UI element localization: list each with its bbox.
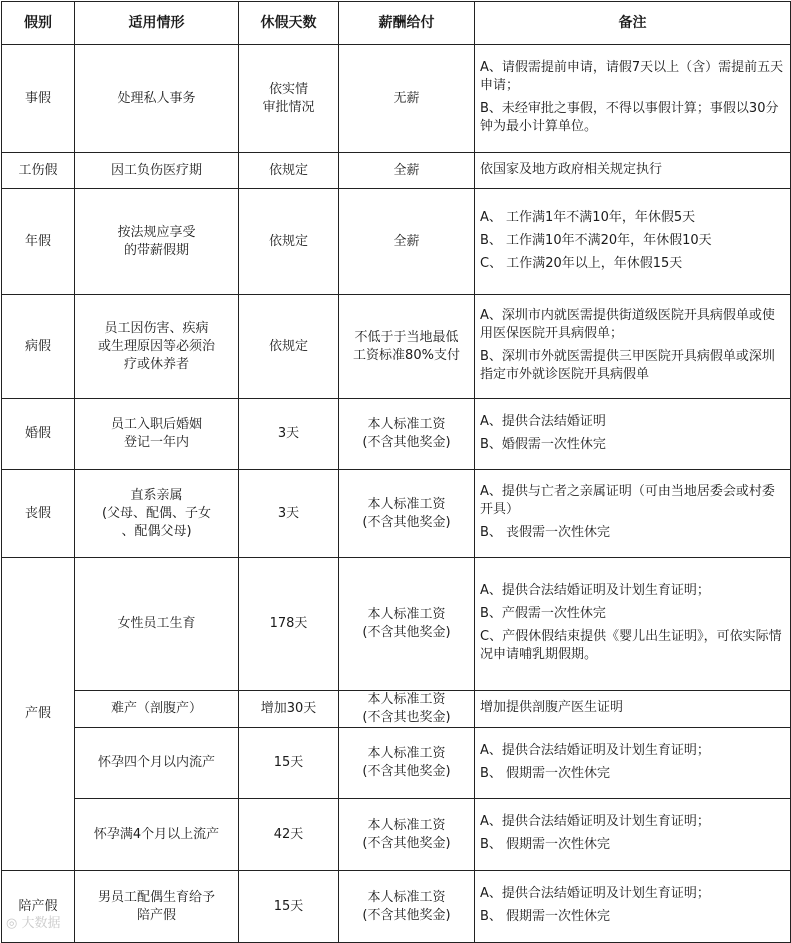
notes-cell: [475, 691, 791, 728]
leave-type-cell: 丧假: [2, 470, 75, 558]
pay-cell: 本人标准工资 (不含其他奖金): [339, 470, 475, 558]
applicable-case-cell: 男员工配偶生育给予 陪产假: [75, 871, 239, 943]
pay-cell: 全薪: [339, 189, 475, 295]
applicable-case-cell: 员工因伤害、疾病 或生理原因等必须治 疗或休养者: [75, 295, 239, 399]
notes-cell: [475, 871, 791, 943]
note-line: B、产假需一次性休完: [480, 606, 606, 621]
applicable-case-cell: 怀孕满4个月以上流产: [75, 799, 239, 871]
note-line: A、提供与亡者之亲属证明（可由当地居委会或村委开具）: [480, 484, 775, 517]
note-line: A、提供合法结婚证明及计划生育证明；: [480, 583, 710, 598]
note-line: A、提供合法结婚证明及计划生育证明；: [480, 814, 710, 829]
leave-days-cell: 依规定: [239, 189, 339, 295]
leave-days-cell: 42天: [239, 799, 339, 871]
note-line: B、 假期需一次性休完: [480, 837, 611, 852]
table-row: [2, 153, 791, 189]
note-line: B、 丧假需一次性休完: [480, 525, 611, 540]
table-row: [2, 691, 791, 728]
header-pay: 薪酬给付: [339, 2, 475, 45]
header-row: [2, 2, 791, 45]
table-row: [2, 799, 791, 871]
notes-cell: [475, 295, 791, 399]
leave-days-cell: 15天: [239, 871, 339, 943]
note-line: B、 假期需一次性休完: [480, 765, 611, 781]
notes-cell: [475, 558, 791, 691]
note-line: 增加提供剖腹产医生证明: [480, 700, 624, 715]
pay-cell: 全薪: [339, 153, 475, 189]
note-line: B、 工作满10年不满20年，年休假10天: [480, 232, 712, 248]
note-line: C、 工作满20年以上，年休假15天: [480, 255, 683, 271]
watermark-logo-icon: ◎: [6, 916, 18, 931]
leave-days-cell: 3天: [239, 399, 339, 470]
leave-type-cell: 产假: [2, 558, 75, 871]
notes-cell: [475, 399, 791, 470]
table-row: [2, 45, 791, 153]
notes-cell: [475, 799, 791, 871]
table-row: [2, 189, 791, 295]
note-line: A、提供合法结婚证明: [480, 413, 606, 429]
leave-days-cell: 依规定: [239, 153, 339, 189]
notes-cell: [475, 153, 791, 189]
note-line: A、 工作满1年不满10年，年休假5天: [480, 209, 696, 225]
leave-days-cell: 15天: [239, 728, 339, 799]
leave-policy-table: [1, 1, 791, 943]
notes-cell: [475, 728, 791, 799]
applicable-case-cell: 女性员工生育: [75, 558, 239, 691]
applicable-case-cell: 怀孕四个月以内流产: [75, 728, 239, 799]
leave-days-cell: 依实情 审批情况: [239, 45, 339, 153]
note-line: B、深圳市外就医需提供三甲医院开具病假单或深圳指定市外就诊医院开具病假单: [480, 349, 775, 382]
notes-cell: [475, 470, 791, 558]
notes-cell: [475, 45, 791, 153]
leave-type-cell: 婚假: [2, 399, 75, 470]
note-line: A、提供合法结婚证明及计划生育证明；: [480, 886, 710, 901]
table-row: [2, 871, 791, 943]
note-line: A、提供合法结婚证明及计划生育证明；: [480, 742, 710, 758]
applicable-case-cell: 员工入职后婚姻 登记一年内: [75, 399, 239, 470]
header-notes: 备注: [475, 2, 791, 45]
pay-cell: 本人标准工资 (不含其他奖金): [339, 871, 475, 943]
pay-cell: 不低于于当地最低 工资标准80%支付: [339, 295, 475, 399]
watermark: [6, 912, 61, 931]
leave-days-cell: 3天: [239, 470, 339, 558]
pay-cell: 本人标准工资 (不含其他奖金): [339, 558, 475, 691]
applicable-case-cell: 处理私人事务: [75, 45, 239, 153]
pay-cell: 本人标准工资 (不含其也奖金): [339, 691, 475, 728]
note-line: A、请假需提前申请，请假7天以上（含）需提前五天申请；: [480, 60, 784, 93]
leave-type-cell: 事假: [2, 45, 75, 153]
pay-cell: 本人标准工资 (不含其他奖金): [339, 399, 475, 470]
pay-cell: 无薪: [339, 45, 475, 153]
leave-type-cell: 陪产假: [2, 871, 75, 943]
table-row: [2, 399, 791, 470]
pay-cell: 本人标准工资 (不含其他奖金): [339, 799, 475, 871]
notes-cell: [475, 189, 791, 295]
header-leave-type: 假别: [2, 2, 75, 45]
leave-type-cell: 病假: [2, 295, 75, 399]
note-line: B、婚假需一次性休完: [480, 436, 606, 452]
note-line: 依国家及地方政府相关规定执行: [480, 161, 663, 177]
leave-type-cell: 工伤假: [2, 153, 75, 189]
table-row: [2, 470, 791, 558]
applicable-case-cell: 按法规应享受 的带薪假期: [75, 189, 239, 295]
applicable-case-cell: 难产（剖腹产）: [75, 691, 239, 728]
leave-days-cell: 178天: [239, 558, 339, 691]
table-row: [2, 728, 791, 799]
pay-cell: 本人标准工资 (不含其他奖金): [339, 728, 475, 799]
watermark-text: 大数据: [21, 916, 61, 931]
applicable-case-cell: 直系亲属 (父母、配偶、子女 、配偶父母): [75, 470, 239, 558]
note-line: C、产假休假结束提供《婴儿出生证明》，可依实际情况申请哺乳期假期。: [480, 629, 782, 662]
note-line: B、 假期需一次性休完: [480, 909, 611, 924]
leave-days-cell: 增加30天: [239, 691, 339, 728]
applicable-case-cell: 因工负伤医疗期: [75, 153, 239, 189]
table-row: [2, 295, 791, 399]
header-applicable-case: 适用情形: [75, 2, 239, 45]
leave-type-cell: 年假: [2, 189, 75, 295]
note-line: A、深圳市内就医需提供街道级医院开具病假单或使用医保医院开具病假单；: [480, 308, 775, 341]
table-row: [2, 558, 791, 691]
note-line: B、未经审批之事假，不得以事假计算；事假以30分钟为最小计算单位。: [480, 101, 779, 134]
header-leave-days: 休假天数: [239, 2, 339, 45]
leave-days-cell: 依规定: [239, 295, 339, 399]
